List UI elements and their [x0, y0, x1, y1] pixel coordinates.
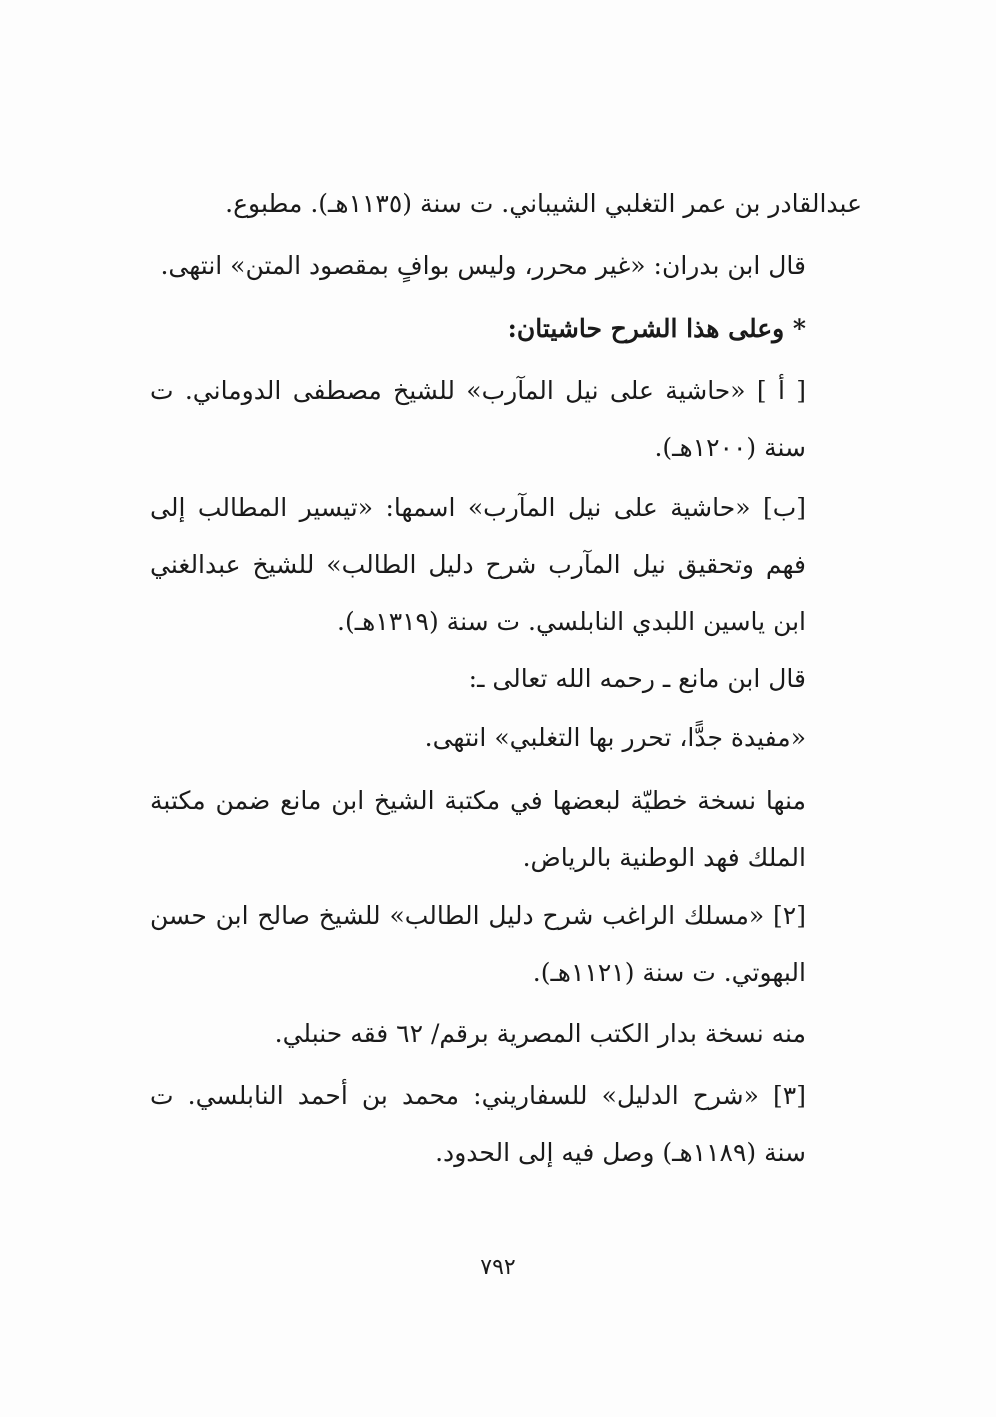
section-heading: * وعلى هذا الشرح حاشيتان:	[507, 314, 806, 343]
paragraph-1: عبدالقادر بن عمر التغلبي الشيباني. ت سنة (١١٣٥هـ). مطبوع.	[225, 189, 862, 218]
page-number: ٧٩٢	[480, 1255, 516, 1280]
paragraph-7: [٢] «مسلك الراغب شرح دليل الطالب» للشيخ صالح ابن حسن البهوتي. ت سنة (١١٢١هـ).	[150, 901, 806, 987]
paragraph-9: [٣] «شرح الدليل» للسفاريني: محمد بن أحمد النابلسي. ت سنة (١١٨٩هـ) وصل فيه إلى الحدود.	[150, 1081, 806, 1167]
paragraph-3: [ أ ] «حاشية على نيل المآرب» للشيخ مصطفى الدوماني. ت سنة (١٢٠٠هـ).	[150, 376, 806, 462]
quote: «مفيدة جدًّا، تحرر بها التغلبي» انتهى.	[424, 723, 806, 752]
paragraph-5: قال ابن مانع ـ رحمه الله تعالى ـ:	[468, 664, 806, 693]
paragraph-6: منها نسخة خطيّة لبعضها في مكتبة الشيخ ابن مانع ضمن مكتبة الملك فهد الوطنية بالرياض.	[150, 786, 806, 872]
paragraph-2: قال ابن بدران: «غير محرر، وليس بوافٍ بمقصود المتن» انتهى.	[160, 251, 806, 280]
paragraph-4: [ب] «حاشية على نيل المآرب» اسمها: «تيسير المطالب إلى فهم وتحقيق نيل المآرب شرح دليل الطالب» للشيخ عبدالغني ابن ياسين اللبدي النابلسي. ت سنة (١٣١٩هـ).	[150, 493, 806, 636]
paragraph-8: منه نسخة بدار الكتب المصرية برقم/ ٦٢ فقه حنبلي.	[274, 1019, 806, 1048]
